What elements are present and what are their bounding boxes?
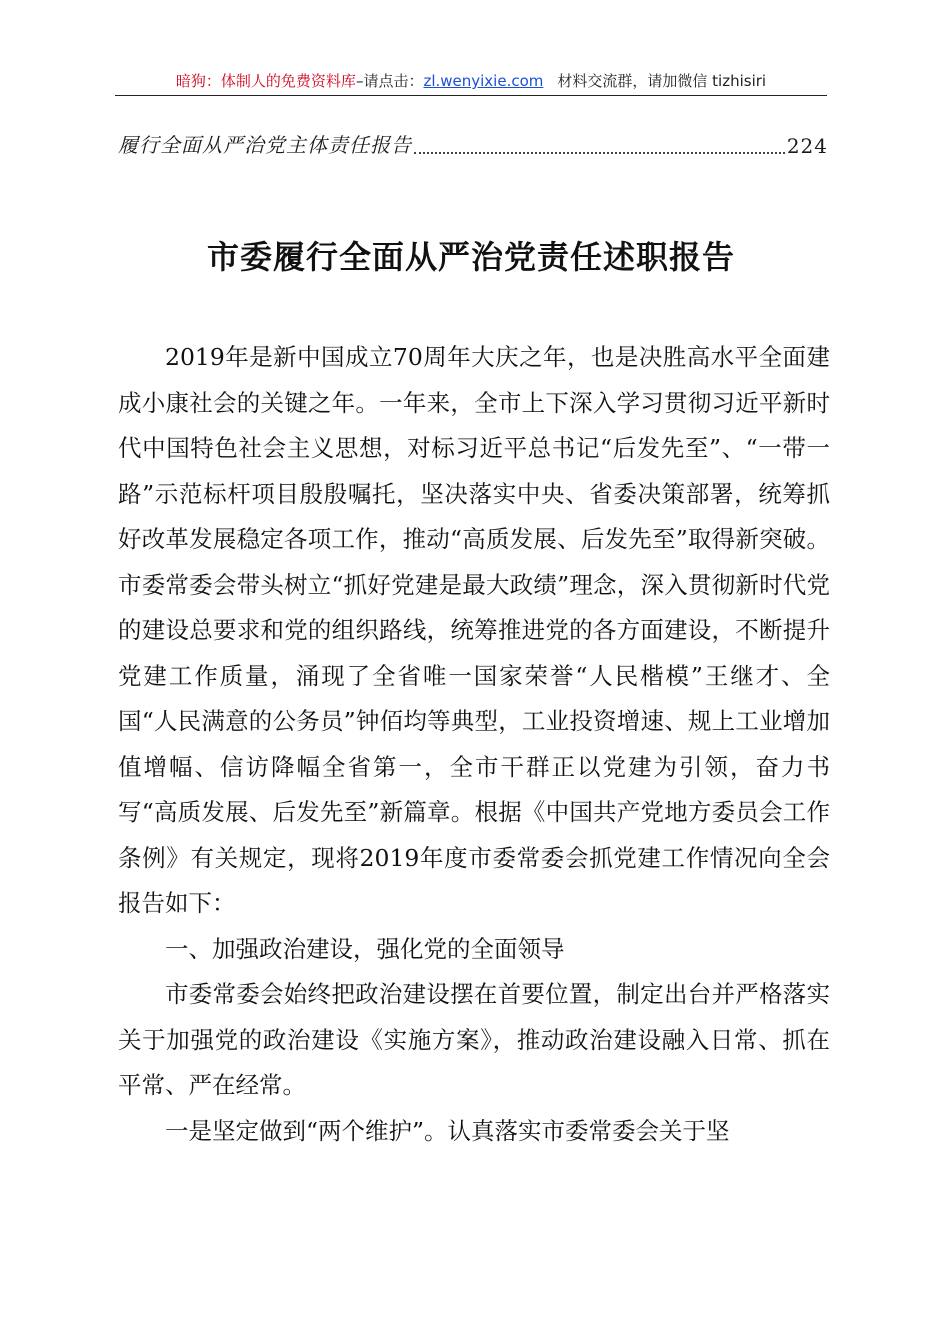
document-title: 市委履行全面从严治党责任述职报告 <box>206 238 735 276</box>
paragraph-section-1: 市委常委会始终把政治建设摆在首要位置，制定出台并严格落实关于加强党的政治建设《实施方案》，推动政治建设融入日常、抓在平常、严在经常。 <box>118 980 830 1099</box>
document-body <box>118 335 830 1154</box>
header-contact: 材料交流群，请加微信 tizhisiri <box>557 72 767 90</box>
toc-entry-page: 224 <box>786 134 828 158</box>
header-prompt: –请点击： <box>355 72 424 90</box>
paragraph-item-1: 一是坚定做到“两个维护”。认真落实市委常委会关于坚 <box>165 1116 730 1145</box>
toc-entry-title: 履行全面从严治党主体责任报告 <box>118 133 412 157</box>
header-brand: 暗狗：体制人的免费资料库 <box>175 72 356 90</box>
toc-leader-dots <box>414 152 785 154</box>
header-divider <box>115 95 827 96</box>
page-header <box>115 68 827 98</box>
header-link[interactable]: zl.wenyixie.com <box>423 72 544 90</box>
paragraph-intro: 2019年是新中国成立70周年大庆之年，也是决胜高水平全面建成小康社会的关键之年。一年来，全市上下深入学习贯彻习近平新时代中国特色社会主义思想，对标习近平总书记“后发先至”、“一带一路”示范标杆项目殷殷嘱托，坚决落实中央、省委决策部署，统筹抓好改革发展稳定各项工作，推动“高质发展、后发先至”取得新突破。市委常委会带头树立“抓好党建是最大政绩”理念，深入贯彻新时代党的建设总要求和党的组织路线，统筹推进党的各方面建设，不断提升党建工作质量，涌现了全省唯一国家荣誉“人民楷模”王继才、全国“人民满意的公务员”钟佰均等典型，工业投资增速、规上工业增加值增幅、信访降幅全省第一，全市干群正以党建为引领，奋力书写“高质发展、后发先至”新篇章。根据《中国共产党地方委员会工作条例》有关规定，现将2019年度市委常委会抓党建工作情况向全会报告如下： <box>118 343 830 917</box>
toc-entry <box>118 124 828 158</box>
section-heading-1: 一、加强政治建设，强化党的全面领导 <box>165 934 565 963</box>
